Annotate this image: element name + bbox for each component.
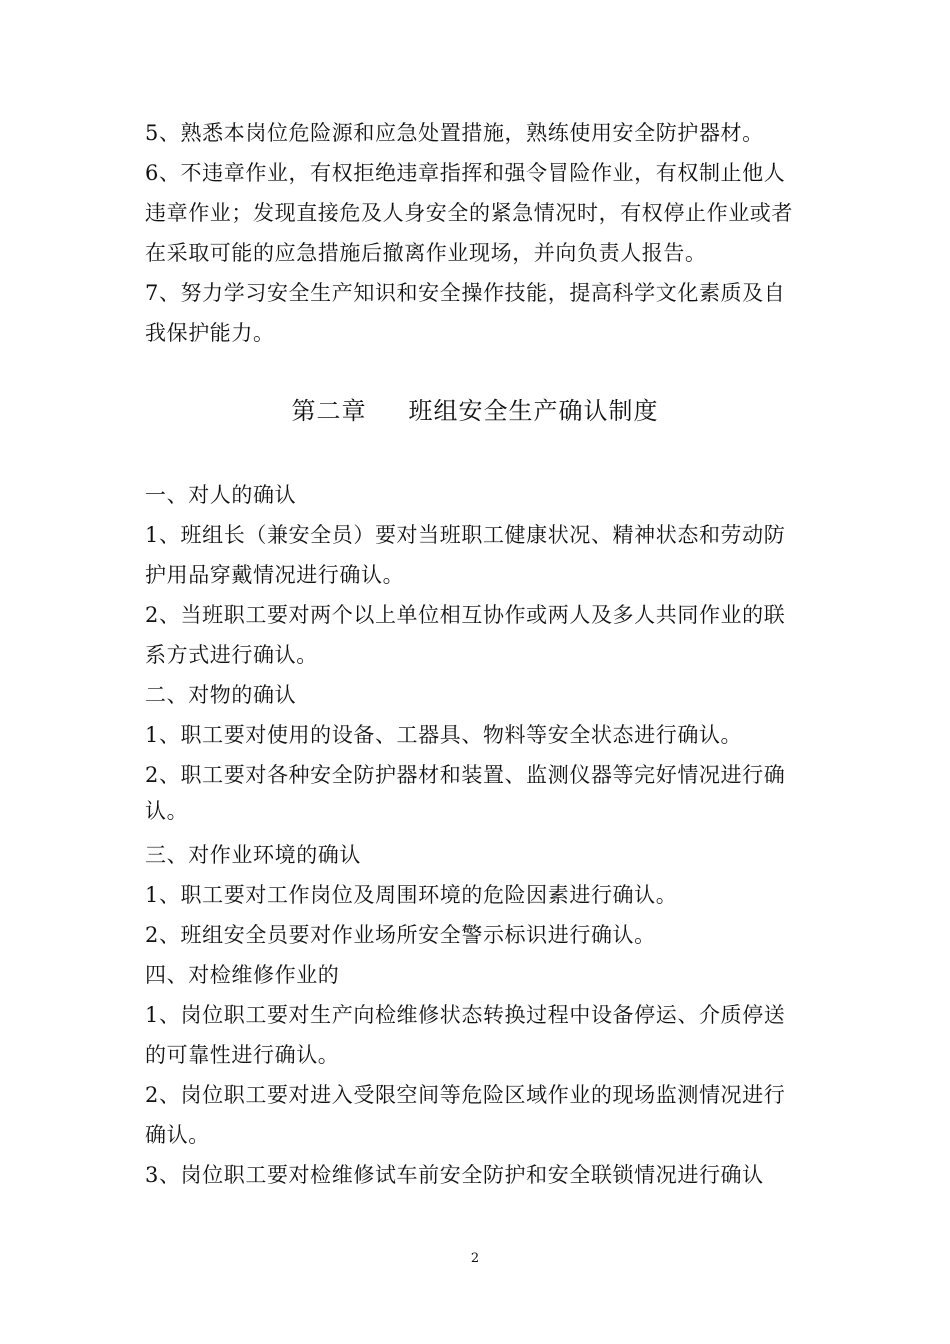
paragraph-line: 1、班组长（兼安全员）要对当班职工健康状况、精神状态和劳动防 [145, 523, 786, 547]
paragraph-line: 系方式进行确认。 [145, 643, 318, 667]
paragraph-line: 2、职工要对各种安全防护器材和装置、监测仪器等完好情况进行确 [145, 763, 786, 787]
paragraph-line: 6、不违章作业，有权拒绝违章指挥和强令冒险作业，有权制止他人 [145, 161, 786, 185]
section-heading: 四、对检维修作业的 [145, 963, 340, 987]
paragraph-line: 7、努力学习安全生产知识和安全操作技能，提高科学文化素质及自 [145, 281, 786, 305]
paragraph-line: 1、岗位职工要对生产向检维修状态转换过程中设备停运、介质停送 [145, 1003, 786, 1027]
section-heading: 一、对人的确认 [145, 483, 297, 507]
paragraph-line: 2、当班职工要对两个以上单位相互协作或两人及多人共同作业的联 [145, 603, 786, 627]
paragraph-line: 3、岗位职工要对检维修试车前安全防护和安全联锁情况进行确认 [145, 1163, 764, 1187]
chapter-number: 第二章 [291, 397, 367, 425]
paragraph-line: 的可靠性进行确认。 [145, 1043, 340, 1067]
page-number: 2 [470, 1251, 480, 1266]
paragraph-line: 2、岗位职工要对进入受限空间等危险区域作业的现场监测情况进行 [145, 1083, 786, 1107]
paragraph-line: 护用品穿戴情况进行确认。 [145, 563, 405, 587]
paragraph-line: 违章作业；发现直接危及人身安全的紧急情况时，有权停止作业或者 [145, 201, 793, 225]
chapter-heading [0, 394, 950, 428]
paragraph-line: 1、职工要对工作岗位及周围环境的危险因素进行确认。 [145, 883, 678, 907]
paragraph-line: 5、熟悉本岗位危险源和应急处置措施，熟练使用安全防护器材。 [145, 121, 764, 145]
paragraph-line: 2、班组安全员要对作业场所安全警示标识进行确认。 [145, 923, 656, 947]
section-heading: 三、对作业环境的确认 [145, 843, 361, 867]
paragraph-line: 认。 [145, 799, 189, 823]
paragraph-line: 确认。 [145, 1123, 210, 1147]
chapter-title: 班组安全生产确认制度 [408, 397, 659, 425]
section-heading: 二、对物的确认 [145, 683, 297, 707]
paragraph-line: 1、职工要对使用的设备、工器具、物料等安全状态进行确认。 [145, 723, 743, 747]
paragraph-line: 我保护能力。 [145, 321, 275, 345]
paragraph-line: 在采取可能的应急措施后撤离作业现场，并向负责人报告。 [145, 241, 707, 265]
